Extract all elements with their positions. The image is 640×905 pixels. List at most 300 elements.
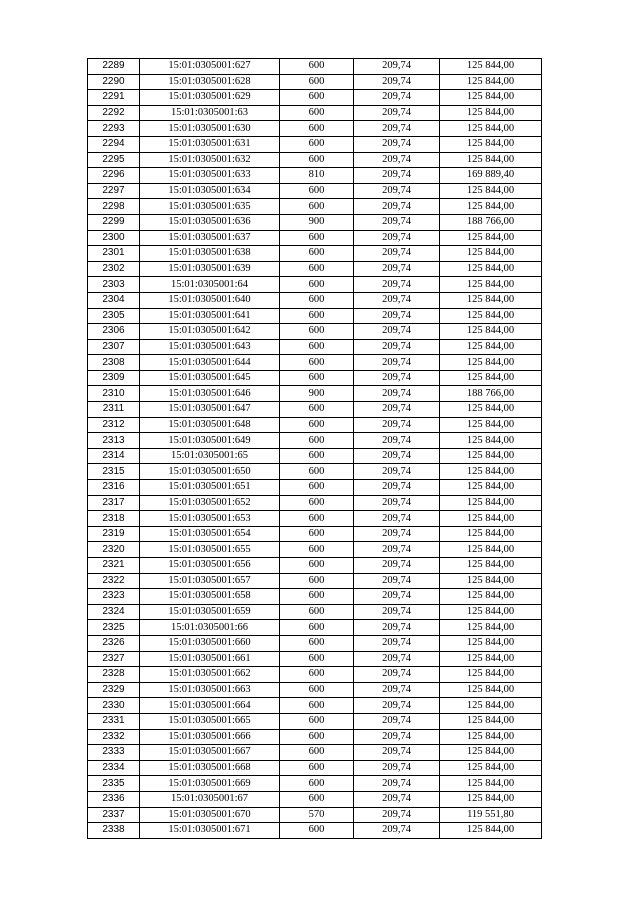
specific-value-cell: 209,74 xyxy=(354,713,440,729)
specific-value-cell: 209,74 xyxy=(354,168,440,184)
area-cell: 600 xyxy=(280,682,354,698)
table-row xyxy=(88,511,542,527)
cadastral-cost-cell: 125 844,00 xyxy=(440,745,542,761)
area-cell: 600 xyxy=(280,277,354,293)
specific-value-cell: 209,74 xyxy=(354,152,440,168)
cadastral-cost-cell: 125 844,00 xyxy=(440,277,542,293)
row-number-cell: 2327 xyxy=(88,651,140,667)
cadastral-cost-cell: 125 844,00 xyxy=(440,542,542,558)
cadastral-number-cell: 15:01:0305001:645 xyxy=(140,370,280,386)
row-number-cell: 2308 xyxy=(88,355,140,371)
cadastral-cost-cell: 188 766,00 xyxy=(440,386,542,402)
cadastral-number-cell: 15:01:0305001:633 xyxy=(140,168,280,184)
area-cell: 600 xyxy=(280,495,354,511)
cadastral-cost-cell: 125 844,00 xyxy=(440,183,542,199)
row-number-cell: 2299 xyxy=(88,214,140,230)
specific-value-cell: 209,74 xyxy=(354,59,440,75)
cadastral-cost-cell: 125 844,00 xyxy=(440,573,542,589)
area-cell: 600 xyxy=(280,183,354,199)
specific-value-cell: 209,74 xyxy=(354,651,440,667)
area-cell: 600 xyxy=(280,464,354,480)
table-row xyxy=(88,698,542,714)
cadastral-cost-cell: 125 844,00 xyxy=(440,105,542,121)
table-row xyxy=(88,261,542,277)
cadastral-number-cell: 15:01:0305001:650 xyxy=(140,464,280,480)
table-row xyxy=(88,105,542,121)
area-cell: 600 xyxy=(280,776,354,792)
specific-value-cell: 209,74 xyxy=(354,667,440,683)
area-cell: 600 xyxy=(280,261,354,277)
cadastral-number-cell: 15:01:0305001:655 xyxy=(140,542,280,558)
specific-value-cell: 209,74 xyxy=(354,807,440,823)
table-row xyxy=(88,589,542,605)
cadastral-number-cell: 15:01:0305001:629 xyxy=(140,90,280,106)
area-cell: 600 xyxy=(280,745,354,761)
table-row xyxy=(88,292,542,308)
area-cell: 600 xyxy=(280,230,354,246)
table-row xyxy=(88,480,542,496)
table-row xyxy=(88,651,542,667)
specific-value-cell: 209,74 xyxy=(354,791,440,807)
table-row xyxy=(88,230,542,246)
area-cell: 600 xyxy=(280,667,354,683)
cadastral-value-table xyxy=(87,58,542,839)
row-number-cell: 2320 xyxy=(88,542,140,558)
table-row xyxy=(88,214,542,230)
row-number-cell: 2318 xyxy=(88,511,140,527)
cadastral-number-cell: 15:01:0305001:66 xyxy=(140,620,280,636)
cadastral-number-cell: 15:01:0305001:662 xyxy=(140,667,280,683)
table-row xyxy=(88,823,542,839)
table-row xyxy=(88,386,542,402)
area-cell: 600 xyxy=(280,713,354,729)
cadastral-number-cell: 15:01:0305001:652 xyxy=(140,495,280,511)
cadastral-cost-cell: 125 844,00 xyxy=(440,355,542,371)
area-cell: 600 xyxy=(280,698,354,714)
area-cell: 600 xyxy=(280,635,354,651)
table-row xyxy=(88,791,542,807)
specific-value-cell: 209,74 xyxy=(354,183,440,199)
cadastral-number-cell: 15:01:0305001:67 xyxy=(140,791,280,807)
cadastral-number-cell: 15:01:0305001:63 xyxy=(140,105,280,121)
cadastral-cost-cell: 125 844,00 xyxy=(440,464,542,480)
cadastral-number-cell: 15:01:0305001:640 xyxy=(140,292,280,308)
cadastral-number-cell: 15:01:0305001:667 xyxy=(140,745,280,761)
cadastral-cost-cell: 125 844,00 xyxy=(440,246,542,262)
area-cell: 900 xyxy=(280,386,354,402)
row-number-cell: 2309 xyxy=(88,370,140,386)
specific-value-cell: 209,74 xyxy=(354,355,440,371)
specific-value-cell: 209,74 xyxy=(354,604,440,620)
specific-value-cell: 209,74 xyxy=(354,433,440,449)
specific-value-cell: 209,74 xyxy=(354,105,440,121)
specific-value-cell: 209,74 xyxy=(354,760,440,776)
row-number-cell: 2331 xyxy=(88,713,140,729)
specific-value-cell: 209,74 xyxy=(354,589,440,605)
row-number-cell: 2296 xyxy=(88,168,140,184)
table-row xyxy=(88,402,542,418)
row-number-cell: 2313 xyxy=(88,433,140,449)
cadastral-number-cell: 15:01:0305001:639 xyxy=(140,261,280,277)
cadastral-cost-cell: 125 844,00 xyxy=(440,90,542,106)
table-row xyxy=(88,90,542,106)
cadastral-cost-cell: 125 844,00 xyxy=(440,480,542,496)
specific-value-cell: 209,74 xyxy=(354,635,440,651)
cadastral-cost-cell: 125 844,00 xyxy=(440,713,542,729)
cadastral-cost-cell: 125 844,00 xyxy=(440,136,542,152)
area-cell: 600 xyxy=(280,573,354,589)
cadastral-cost-cell: 125 844,00 xyxy=(440,589,542,605)
area-cell: 600 xyxy=(280,651,354,667)
cadastral-number-cell: 15:01:0305001:657 xyxy=(140,573,280,589)
specific-value-cell: 209,74 xyxy=(354,339,440,355)
cadastral-cost-cell: 125 844,00 xyxy=(440,261,542,277)
specific-value-cell: 209,74 xyxy=(354,729,440,745)
cadastral-number-cell: 15:01:0305001:668 xyxy=(140,760,280,776)
cadastral-number-cell: 15:01:0305001:631 xyxy=(140,136,280,152)
row-number-cell: 2303 xyxy=(88,277,140,293)
table-row xyxy=(88,433,542,449)
cadastral-number-cell: 15:01:0305001:646 xyxy=(140,386,280,402)
area-cell: 600 xyxy=(280,823,354,839)
table-row xyxy=(88,339,542,355)
specific-value-cell: 209,74 xyxy=(354,261,440,277)
area-cell: 600 xyxy=(280,136,354,152)
cadastral-cost-cell: 125 844,00 xyxy=(440,448,542,464)
cadastral-number-cell: 15:01:0305001:630 xyxy=(140,121,280,137)
table-row xyxy=(88,152,542,168)
cadastral-number-cell: 15:01:0305001:665 xyxy=(140,713,280,729)
row-number-cell: 2324 xyxy=(88,604,140,620)
row-number-cell: 2315 xyxy=(88,464,140,480)
specific-value-cell: 209,74 xyxy=(354,74,440,90)
cadastral-cost-cell: 125 844,00 xyxy=(440,682,542,698)
specific-value-cell: 209,74 xyxy=(354,277,440,293)
cadastral-cost-cell: 125 844,00 xyxy=(440,511,542,527)
row-number-cell: 2329 xyxy=(88,682,140,698)
specific-value-cell: 209,74 xyxy=(354,776,440,792)
row-number-cell: 2302 xyxy=(88,261,140,277)
cadastral-cost-cell: 125 844,00 xyxy=(440,635,542,651)
cadastral-number-cell: 15:01:0305001:65 xyxy=(140,448,280,464)
row-number-cell: 2312 xyxy=(88,417,140,433)
table-row xyxy=(88,308,542,324)
row-number-cell: 2292 xyxy=(88,105,140,121)
specific-value-cell: 209,74 xyxy=(354,620,440,636)
cadastral-cost-cell: 125 844,00 xyxy=(440,558,542,574)
row-number-cell: 2307 xyxy=(88,339,140,355)
area-cell: 600 xyxy=(280,558,354,574)
area-cell: 600 xyxy=(280,542,354,558)
cadastral-cost-cell: 125 844,00 xyxy=(440,604,542,620)
cadastral-cost-cell: 125 844,00 xyxy=(440,776,542,792)
cadastral-cost-cell: 125 844,00 xyxy=(440,823,542,839)
table-row xyxy=(88,246,542,262)
specific-value-cell: 209,74 xyxy=(354,682,440,698)
table-row xyxy=(88,729,542,745)
cadastral-number-cell: 15:01:0305001:656 xyxy=(140,558,280,574)
area-cell: 600 xyxy=(280,480,354,496)
specific-value-cell: 209,74 xyxy=(354,511,440,527)
cadastral-number-cell: 15:01:0305001:658 xyxy=(140,589,280,605)
specific-value-cell: 209,74 xyxy=(354,246,440,262)
row-number-cell: 2310 xyxy=(88,386,140,402)
table-row xyxy=(88,355,542,371)
cadastral-number-cell: 15:01:0305001:641 xyxy=(140,308,280,324)
cadastral-number-cell: 15:01:0305001:647 xyxy=(140,402,280,418)
cadastral-cost-cell: 125 844,00 xyxy=(440,791,542,807)
cadastral-cost-cell: 125 844,00 xyxy=(440,152,542,168)
table-row xyxy=(88,495,542,511)
row-number-cell: 2321 xyxy=(88,558,140,574)
specific-value-cell: 209,74 xyxy=(354,292,440,308)
table-row xyxy=(88,417,542,433)
row-number-cell: 2335 xyxy=(88,776,140,792)
cadastral-number-cell: 15:01:0305001:638 xyxy=(140,246,280,262)
cadastral-number-cell: 15:01:0305001:64 xyxy=(140,277,280,293)
cadastral-cost-cell: 125 844,00 xyxy=(440,651,542,667)
row-number-cell: 2314 xyxy=(88,448,140,464)
specific-value-cell: 209,74 xyxy=(354,417,440,433)
table-row xyxy=(88,620,542,636)
row-number-cell: 2337 xyxy=(88,807,140,823)
cadastral-number-cell: 15:01:0305001:636 xyxy=(140,214,280,230)
area-cell: 600 xyxy=(280,308,354,324)
table-row xyxy=(88,760,542,776)
cadastral-cost-cell: 125 844,00 xyxy=(440,402,542,418)
cadastral-number-cell: 15:01:0305001:659 xyxy=(140,604,280,620)
specific-value-cell: 209,74 xyxy=(354,121,440,137)
row-number-cell: 2317 xyxy=(88,495,140,511)
row-number-cell: 2301 xyxy=(88,246,140,262)
specific-value-cell: 209,74 xyxy=(354,448,440,464)
table-row xyxy=(88,542,542,558)
specific-value-cell: 209,74 xyxy=(354,402,440,418)
specific-value-cell: 209,74 xyxy=(354,745,440,761)
cadastral-cost-cell: 125 844,00 xyxy=(440,433,542,449)
cadastral-number-cell: 15:01:0305001:651 xyxy=(140,480,280,496)
cadastral-number-cell: 15:01:0305001:663 xyxy=(140,682,280,698)
row-number-cell: 2336 xyxy=(88,791,140,807)
row-number-cell: 2334 xyxy=(88,760,140,776)
table-row xyxy=(88,682,542,698)
table-row xyxy=(88,667,542,683)
table-row xyxy=(88,464,542,480)
row-number-cell: 2330 xyxy=(88,698,140,714)
row-number-cell: 2300 xyxy=(88,230,140,246)
row-number-cell: 2338 xyxy=(88,823,140,839)
cadastral-number-cell: 15:01:0305001:670 xyxy=(140,807,280,823)
row-number-cell: 2291 xyxy=(88,90,140,106)
table-row xyxy=(88,807,542,823)
table-body xyxy=(88,59,542,839)
row-number-cell: 2306 xyxy=(88,324,140,340)
row-number-cell: 2333 xyxy=(88,745,140,761)
table-row xyxy=(88,776,542,792)
cadastral-cost-cell: 125 844,00 xyxy=(440,199,542,215)
area-cell: 600 xyxy=(280,526,354,542)
cadastral-cost-cell: 125 844,00 xyxy=(440,417,542,433)
area-cell: 900 xyxy=(280,214,354,230)
row-number-cell: 2294 xyxy=(88,136,140,152)
cadastral-cost-cell: 125 844,00 xyxy=(440,230,542,246)
table-row xyxy=(88,526,542,542)
row-number-cell: 2298 xyxy=(88,199,140,215)
area-cell: 600 xyxy=(280,324,354,340)
cadastral-cost-cell: 125 844,00 xyxy=(440,308,542,324)
specific-value-cell: 209,74 xyxy=(354,90,440,106)
cadastral-number-cell: 15:01:0305001:653 xyxy=(140,511,280,527)
cadastral-cost-cell: 125 844,00 xyxy=(440,698,542,714)
row-number-cell: 2325 xyxy=(88,620,140,636)
table-row xyxy=(88,136,542,152)
table-row xyxy=(88,199,542,215)
cadastral-cost-cell: 125 844,00 xyxy=(440,495,542,511)
cadastral-number-cell: 15:01:0305001:634 xyxy=(140,183,280,199)
area-cell: 600 xyxy=(280,90,354,106)
cadastral-cost-cell: 125 844,00 xyxy=(440,74,542,90)
row-number-cell: 2297 xyxy=(88,183,140,199)
cadastral-cost-cell: 125 844,00 xyxy=(440,620,542,636)
specific-value-cell: 209,74 xyxy=(354,480,440,496)
table-row xyxy=(88,183,542,199)
area-cell: 810 xyxy=(280,168,354,184)
specific-value-cell: 209,74 xyxy=(354,698,440,714)
row-number-cell: 2332 xyxy=(88,729,140,745)
area-cell: 600 xyxy=(280,199,354,215)
specific-value-cell: 209,74 xyxy=(354,386,440,402)
area-cell: 600 xyxy=(280,74,354,90)
specific-value-cell: 209,74 xyxy=(354,464,440,480)
specific-value-cell: 209,74 xyxy=(354,136,440,152)
area-cell: 600 xyxy=(280,59,354,75)
specific-value-cell: 209,74 xyxy=(354,308,440,324)
row-number-cell: 2293 xyxy=(88,121,140,137)
specific-value-cell: 209,74 xyxy=(354,324,440,340)
cadastral-cost-cell: 125 844,00 xyxy=(440,339,542,355)
area-cell: 600 xyxy=(280,152,354,168)
row-number-cell: 2290 xyxy=(88,74,140,90)
cadastral-cost-cell: 125 844,00 xyxy=(440,667,542,683)
cadastral-cost-cell: 125 844,00 xyxy=(440,59,542,75)
row-number-cell: 2322 xyxy=(88,573,140,589)
area-cell: 600 xyxy=(280,121,354,137)
row-number-cell: 2319 xyxy=(88,526,140,542)
row-number-cell: 2311 xyxy=(88,402,140,418)
table-row xyxy=(88,745,542,761)
cadastral-number-cell: 15:01:0305001:649 xyxy=(140,433,280,449)
table-row xyxy=(88,635,542,651)
table-row xyxy=(88,277,542,293)
cadastral-cost-cell: 125 844,00 xyxy=(440,760,542,776)
row-number-cell: 2305 xyxy=(88,308,140,324)
cadastral-number-cell: 15:01:0305001:632 xyxy=(140,152,280,168)
table-row xyxy=(88,168,542,184)
table-row xyxy=(88,121,542,137)
area-cell: 600 xyxy=(280,511,354,527)
area-cell: 600 xyxy=(280,402,354,418)
cadastral-number-cell: 15:01:0305001:664 xyxy=(140,698,280,714)
table-row xyxy=(88,370,542,386)
specific-value-cell: 209,74 xyxy=(354,542,440,558)
specific-value-cell: 209,74 xyxy=(354,526,440,542)
cadastral-number-cell: 15:01:0305001:671 xyxy=(140,823,280,839)
cadastral-number-cell: 15:01:0305001:661 xyxy=(140,651,280,667)
cadastral-cost-cell: 119 551,80 xyxy=(440,807,542,823)
table-row xyxy=(88,448,542,464)
cadastral-number-cell: 15:01:0305001:660 xyxy=(140,635,280,651)
cadastral-number-cell: 15:01:0305001:635 xyxy=(140,199,280,215)
table-row xyxy=(88,558,542,574)
cadastral-number-cell: 15:01:0305001:627 xyxy=(140,59,280,75)
area-cell: 600 xyxy=(280,246,354,262)
row-number-cell: 2295 xyxy=(88,152,140,168)
cadastral-cost-cell: 125 844,00 xyxy=(440,526,542,542)
area-cell: 600 xyxy=(280,589,354,605)
table-row xyxy=(88,604,542,620)
cadastral-number-cell: 15:01:0305001:642 xyxy=(140,324,280,340)
cadastral-number-cell: 15:01:0305001:654 xyxy=(140,526,280,542)
area-cell: 600 xyxy=(280,417,354,433)
area-cell: 570 xyxy=(280,807,354,823)
specific-value-cell: 209,74 xyxy=(354,823,440,839)
specific-value-cell: 209,74 xyxy=(354,199,440,215)
cadastral-cost-cell: 125 844,00 xyxy=(440,121,542,137)
area-cell: 600 xyxy=(280,339,354,355)
cadastral-cost-cell: 125 844,00 xyxy=(440,370,542,386)
cadastral-number-cell: 15:01:0305001:643 xyxy=(140,339,280,355)
cadastral-cost-cell: 169 889,40 xyxy=(440,168,542,184)
table-row xyxy=(88,59,542,75)
specific-value-cell: 209,74 xyxy=(354,370,440,386)
cadastral-number-cell: 15:01:0305001:666 xyxy=(140,729,280,745)
cadastral-number-cell: 15:01:0305001:628 xyxy=(140,74,280,90)
cadastral-number-cell: 15:01:0305001:637 xyxy=(140,230,280,246)
area-cell: 600 xyxy=(280,791,354,807)
area-cell: 600 xyxy=(280,760,354,776)
area-cell: 600 xyxy=(280,620,354,636)
row-number-cell: 2328 xyxy=(88,667,140,683)
area-cell: 600 xyxy=(280,370,354,386)
row-number-cell: 2316 xyxy=(88,480,140,496)
cadastral-cost-cell: 188 766,00 xyxy=(440,214,542,230)
specific-value-cell: 209,74 xyxy=(354,230,440,246)
cadastral-cost-cell: 125 844,00 xyxy=(440,292,542,308)
specific-value-cell: 209,74 xyxy=(354,573,440,589)
cadastral-cost-cell: 125 844,00 xyxy=(440,729,542,745)
table-row xyxy=(88,573,542,589)
cadastral-number-cell: 15:01:0305001:648 xyxy=(140,417,280,433)
cadastral-number-cell: 15:01:0305001:669 xyxy=(140,776,280,792)
area-cell: 600 xyxy=(280,729,354,745)
area-cell: 600 xyxy=(280,604,354,620)
area-cell: 600 xyxy=(280,355,354,371)
table-row xyxy=(88,324,542,340)
row-number-cell: 2304 xyxy=(88,292,140,308)
row-number-cell: 2289 xyxy=(88,59,140,75)
row-number-cell: 2326 xyxy=(88,635,140,651)
specific-value-cell: 209,74 xyxy=(354,558,440,574)
row-number-cell: 2323 xyxy=(88,589,140,605)
cadastral-cost-cell: 125 844,00 xyxy=(440,324,542,340)
area-cell: 600 xyxy=(280,448,354,464)
area-cell: 600 xyxy=(280,433,354,449)
table-row xyxy=(88,74,542,90)
area-cell: 600 xyxy=(280,292,354,308)
specific-value-cell: 209,74 xyxy=(354,214,440,230)
cadastral-number-cell: 15:01:0305001:644 xyxy=(140,355,280,371)
specific-value-cell: 209,74 xyxy=(354,495,440,511)
